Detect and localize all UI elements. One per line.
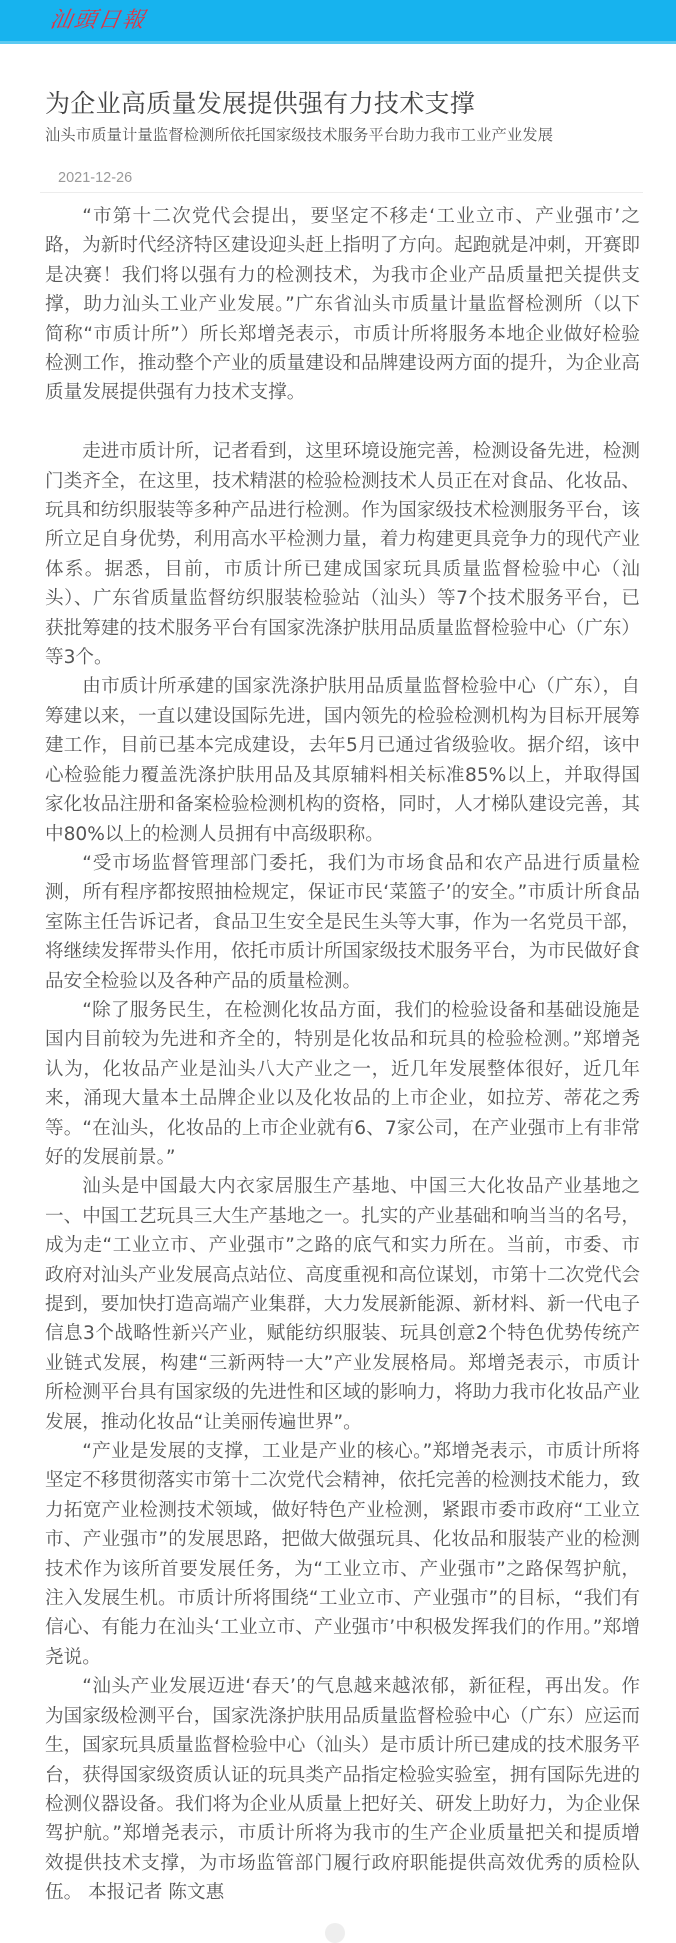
title-divider — [40, 192, 643, 193]
paragraph: “汕头产业发展迈进‘春天’的气息越来越浓郁，新征程，再出发。作为国家级检测平台，国家洗涤护肤用品质量监督检验中心（广东）应运而生，国家玩具质量监督检验中心（汕头）是市质计所已建成的技术服务平台，获得国家级资质认证的玩具类产品指定检验实验室，拥有国际先进的检测仪器设备。我们将为企业从质量上把好关、研发上助好力，为企业保驾护航。”郑增尧表示，市质计所将为我市的生产企业质量把关和提质增效提供技术支撑，为市场监管部门履行政府职能提供高效优秀的质检队伍。 本报记者 陈文惠 — [45, 1676, 641, 1904]
scroll-to-top-button[interactable] — [325, 1923, 345, 1943]
paragraph: “市第十二次党代会提出，要坚定不移走‘工业立市、产业强市’之路，为新时代经济特区建设迎头赶上指明了方向。起跑就是冲刺，开赛即是决赛！我们将以强有力的检测技术，为我市企业产品质量把关提供支撑，助力汕头工业产业发展。”广东省汕头市质量计量监督检测所（以下简称“市质计所”）所长郑增尧表示，市质计所将服务本地企业做好检验检测工作，推动整个产业的质量建设和品牌建设两方面的提升，为企业高质量发展提供强有力技术支撑。 — [45, 206, 641, 404]
article-body — [45, 202, 640, 1908]
paragraph: “除了服务民生，在检测化妆品方面，我们的检验设备和基础设施是国内目前较为先进和齐全的，特别是化妆品和玩具的检验检测。”郑增尧认为，化妆品产业是汕头八大产业之一，近几年发展整体很好，近几年来，涌现大量本土品牌企业以及化妆品的上市企业，如拉芳、蒂花之秀等。“在汕头，化妆品的上市企业就有6、7家公司，在产业强市上有非常好的发展前景。” — [45, 999, 640, 1168]
article-title: 为企业高质量发展提供强有力技术支撑 — [45, 89, 476, 118]
article — [0, 87, 676, 1908]
site-header — [0, 0, 676, 44]
newspaper-logo[interactable]: 汕頭日報 — [47, 8, 149, 33]
article-subtitle: 汕头市质量计量监督检测所依托国家级技术服务平台助力我市工业产业发展 — [45, 126, 554, 144]
paragraph: 走进市质计所，记者看到，这里环境设施完善，检测设备先进，检测门类齐全，在这里，技术精湛的检验检测技术人员正在对食品、化妆品、玩具和纺织服装等多种产品进行检测。作为国家级技术检测服务平台，该所立足自身优势，利用高水平检测力量，着力构建更具竞争力的现代产业体系。据悉，目前，市质计所已建成国家玩具质量监督检验中心（汕头）、广东省质量监督纺织服装检验站（汕头）等7个技术服务平台，已获批筹建的技术服务平台有国家洗涤护肤用品质量监督检验中心（广东）等3个。 — [45, 441, 641, 669]
paragraph: 由市质计所承建的国家洗涤护肤用品质量监督检验中心（广东），自筹建以来，一直以建设国际先进，国内领先的检验检测机构为目标开展筹建工作，目前已基本完成建设，去年5月已通过省级验收。据介绍，该中心检验能力覆盖洗涤护肤用品及其原辅料相关标准85%以上，并取得国家化妆品注册和备案检验检测机构的资格，同时，人才梯队建设完善，其中80%以上的检测人员拥有中高级职称。 — [45, 676, 641, 845]
paragraph: “产业是发展的支撑，工业是产业的核心。”郑增尧表示，市质计所将坚定不移贯彻落实市第十二次党代会精神，依托完善的检测技术能力，致力拓宽产业检测技术领域，做好特色产业检测，紧跟市委市政府“工业立市、产业强市”的发展思路，把做大做强玩具、化妆品和服装产业的检测技术作为该所首要发展任务，为“工业立市、产业强市”之路保驾护航，注入发展生机。市质计所将围绕“工业立市、产业强市”的目标，“我们有信心、有能力在汕头‘工业立市、产业强市’中积极发挥我们的作用。”郑增尧说。 — [45, 1441, 641, 1668]
publish-date: 2021-12-26 — [58, 170, 133, 186]
paragraph: 汕头是中国最大内衣家居服生产基地、中国三大化妆品产业基地之一、中国工艺玩具三大生产基地之一。扎实的产业基础和响当当的名号，成为走“工业立市、产业强市”之路的底气和实力所在。当前，市委、市政府对汕头产业发展高点站位、高度重视和高位谋划，市第十二次党代会提到，要加快打造高端产业集群，大力发展新能源、新材料、新一代电子信息3个战略性新兴产业，赋能纺织服装、玩具创意2个特色优势传统产业链式发展，构建“三新两特一大”产业发展格局。郑增尧表示，市质计所检测平台具有国家级的先进性和区域的影响力，将助力我市化妆品产业发展，推动化妆品“让美丽传遍世界”。 — [45, 1176, 641, 1433]
paragraph: “受市场监督管理部门委托，我们为市场食品和农产品进行质量检测，所有程序都按照抽检规定，保证市民‘菜篮子’的安全。”市质计所食品室陈主任告诉记者，食品卫生安全是民生头等大事，作为一名党员干部，将继续发挥带头作用，依托市质计所国家级技术服务平台，为市民做好食品安全检验以及各种产品的质量检测。 — [45, 852, 641, 992]
